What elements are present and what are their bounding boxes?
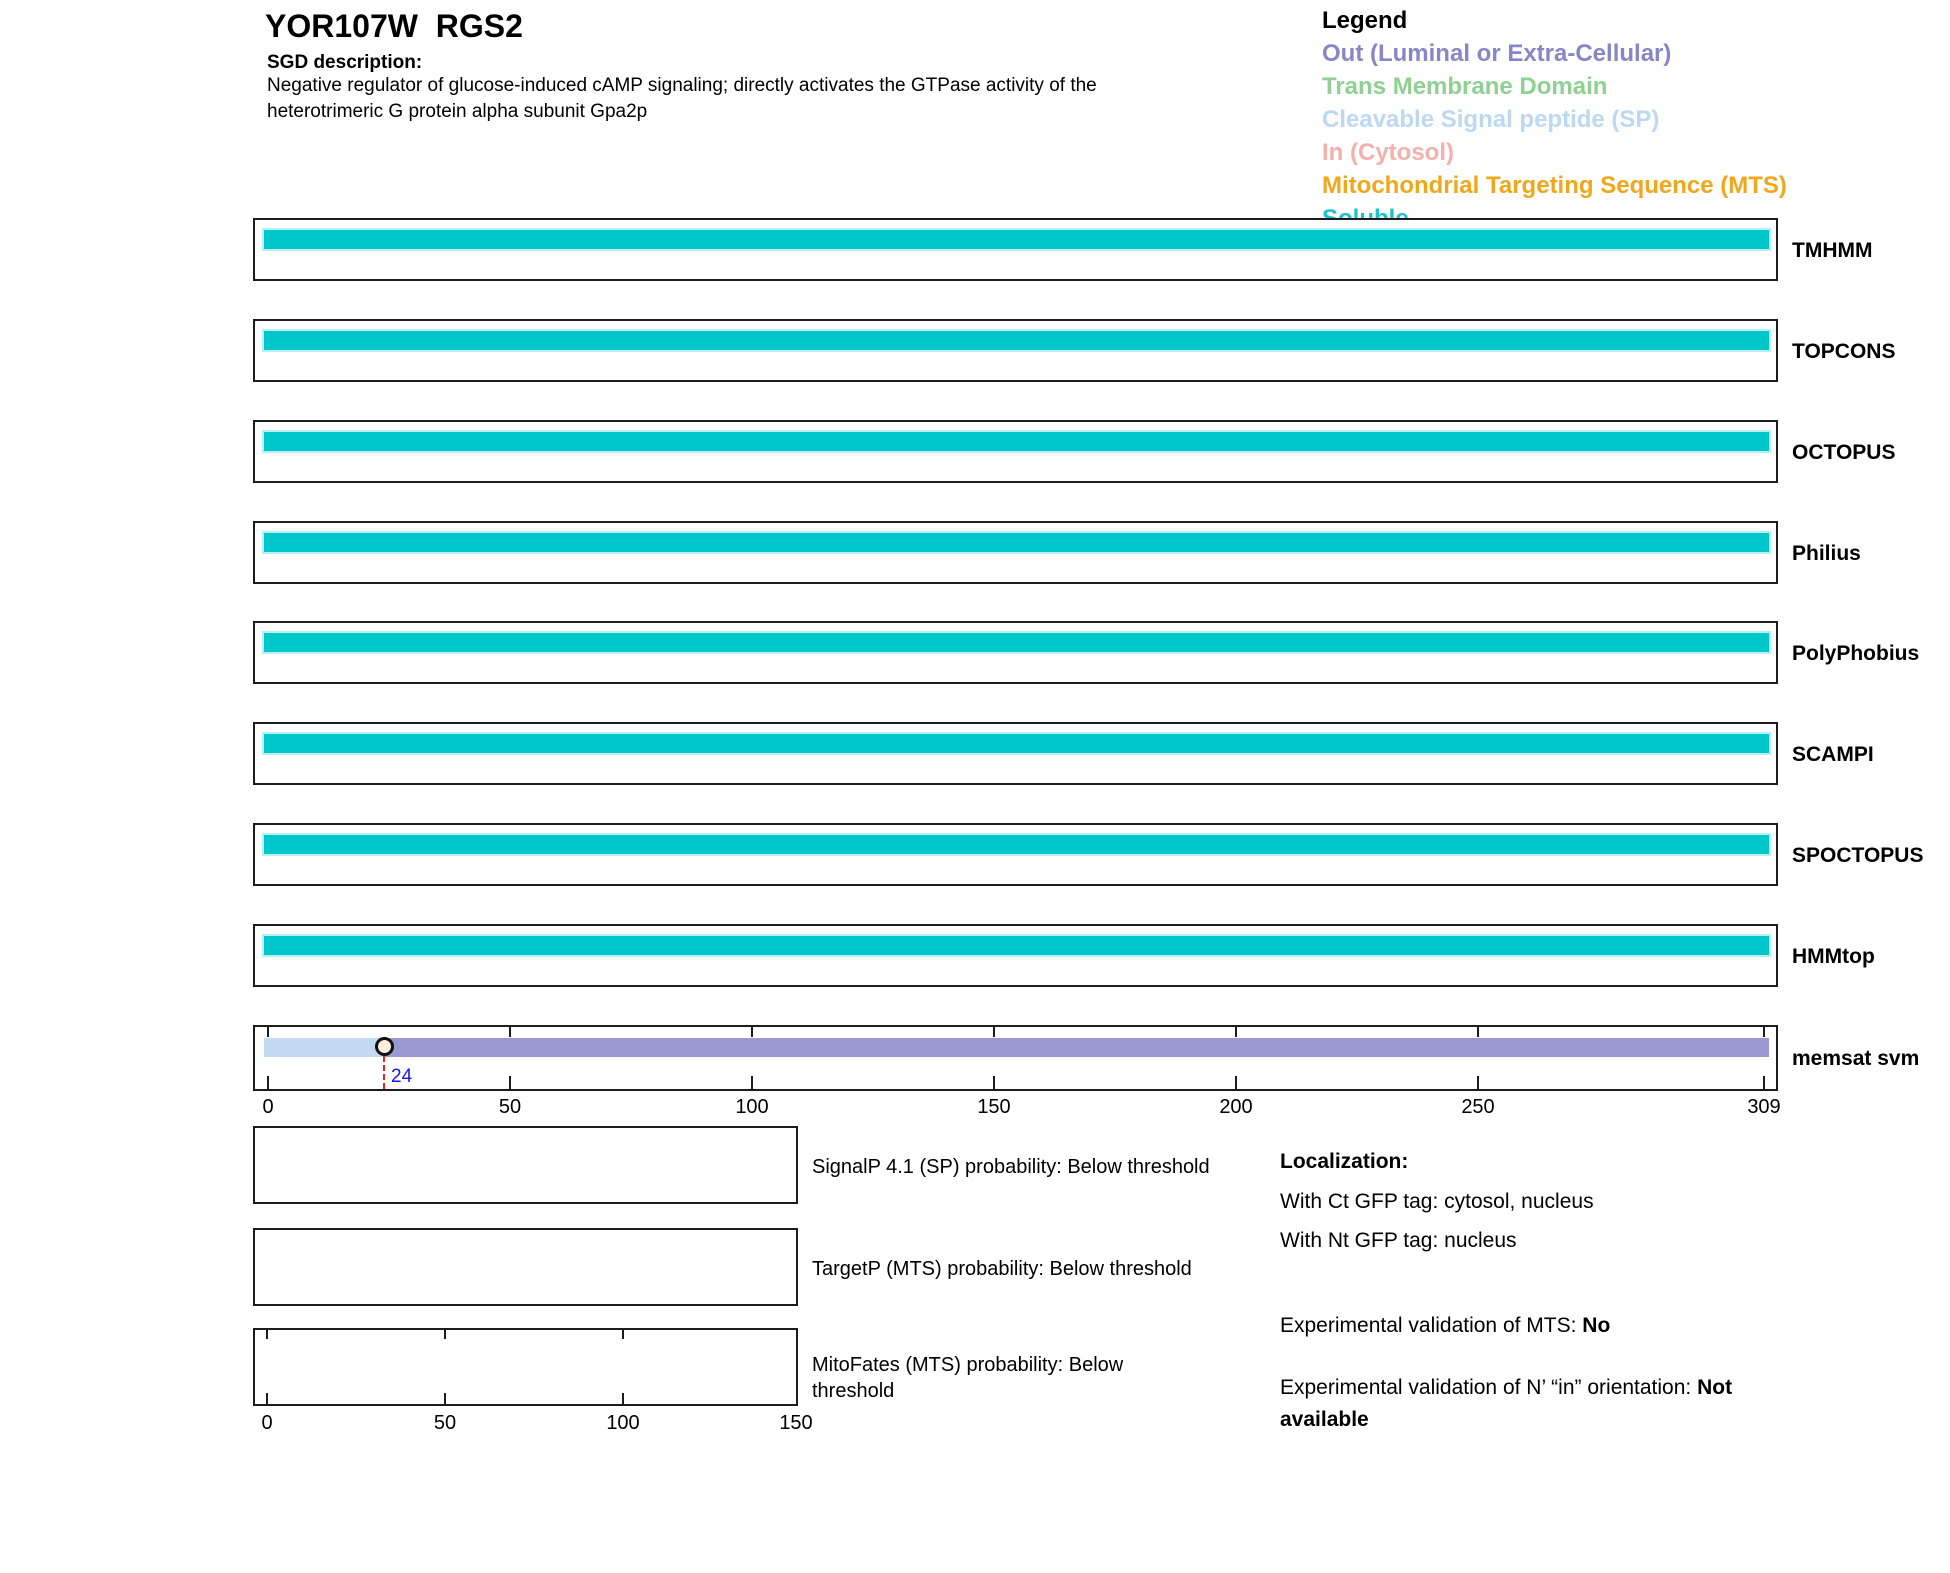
mitofates-axis (0, 1412, 900, 1436)
sgd-description-line1: Negative regulator of glucose-induced cAMP signaling; directly activates the GTPase activity of the (267, 75, 1097, 96)
page-title: YOR107W RGS2 (265, 8, 523, 44)
axis-label: 309 (1747, 1096, 1781, 1118)
nt-gfp-line: With Nt GFP tag: nucleus (1280, 1229, 1517, 1252)
track-box-polyphobius (253, 621, 1778, 684)
track-box-octopus (253, 420, 1778, 483)
soluble-bar (264, 936, 1769, 955)
mitofates-caption-line1: MitoFates (MTS) probability: Below (812, 1354, 1124, 1376)
axis-tick (1235, 1076, 1237, 1089)
axis-tick (266, 1393, 268, 1404)
soluble-bar (264, 533, 1769, 552)
localization-title: Localization: (1280, 1150, 1409, 1173)
axis-label: 100 (606, 1412, 640, 1434)
track-box-hmmtop (253, 924, 1778, 987)
axis-tick (993, 1027, 995, 1037)
axis-tick (444, 1393, 446, 1404)
axis-tick (444, 1330, 446, 1339)
soluble-bar (264, 734, 1769, 753)
axis-label: 50 (498, 1096, 522, 1118)
legend (1322, 4, 1787, 235)
soluble-bar (264, 230, 1769, 249)
axis-tick (509, 1027, 511, 1037)
axis-tick (1763, 1027, 1765, 1037)
axis-tick (751, 1027, 753, 1037)
legend-item-tmd: Trans Membrane Domain (1322, 73, 1608, 100)
track-label-spoctopus: SPOCTOPUS (1792, 844, 1924, 867)
legend-title: Legend (1322, 7, 1408, 34)
axis-tick (993, 1076, 995, 1089)
orientation-validation-value: Not available (1280, 1376, 1733, 1431)
axis-label: 100 (735, 1096, 769, 1118)
axis-tick (266, 1330, 268, 1339)
axis-label: 50 (433, 1412, 457, 1434)
sgd-description-text (267, 73, 1097, 125)
soluble-bar (264, 331, 1769, 350)
mitofates-plot-box (253, 1328, 798, 1406)
axis-label: 0 (261, 1412, 273, 1434)
track-label-philius: Philius (1792, 542, 1861, 565)
axis-label: 250 (1461, 1096, 1495, 1118)
legend-item-out: Out (Luminal or Extra-Cellular) (1322, 40, 1672, 67)
cleavage-site-line (383, 1056, 385, 1089)
axis-tick (622, 1393, 624, 1404)
track-box-memsat-svm (253, 1025, 1778, 1091)
track-label-polyphobius: PolyPhobius (1792, 642, 1920, 665)
axis-tick (751, 1076, 753, 1089)
axis-tick (1477, 1027, 1479, 1037)
legend-item-in: In (Cytosol) (1322, 139, 1454, 166)
axis-tick (1477, 1076, 1479, 1089)
track-label-topcons: TOPCONS (1792, 340, 1896, 363)
axis-tick (622, 1330, 624, 1339)
axis-label: 0 (262, 1096, 274, 1118)
track-label-tmhmm: TMHMM (1792, 239, 1873, 262)
orientation-validation-line (1280, 1372, 1755, 1436)
axis-label: 200 (1219, 1096, 1253, 1118)
orientation-validation-label: Experimental validation of N’ “in” orientation: (1280, 1376, 1698, 1399)
axis-tick (1235, 1027, 1237, 1037)
axis-label: 150 (977, 1096, 1011, 1118)
signalp-caption: SignalP 4.1 (SP) probability: Below threshold (812, 1156, 1210, 1178)
track-box-scampi (253, 722, 1778, 785)
sgd-description-line2: heterotrimeric G protein alpha subunit Gpa2p (267, 101, 648, 122)
track-label-scampi: SCAMPI (1792, 743, 1874, 766)
soluble-bar (264, 432, 1769, 451)
mitofates-caption-line2: threshold (812, 1380, 895, 1402)
axis-tick (509, 1076, 511, 1089)
axis-label: 150 (779, 1412, 813, 1434)
cleavage-site-value: 24 (391, 1066, 413, 1087)
mts-validation-value: No (1582, 1314, 1611, 1337)
targetp-caption: TargetP (MTS) probability: Below threshold (812, 1258, 1192, 1280)
track-box-tmhmm (253, 218, 1778, 281)
soluble-bar (264, 835, 1769, 854)
axis-tick (267, 1076, 269, 1089)
targetp-plot-box (253, 1228, 798, 1306)
sequence-axis (0, 1096, 1950, 1120)
track-label-memsat-svm: memsat svm (1792, 1047, 1920, 1070)
signalp-plot-box (253, 1126, 798, 1204)
track-box-philius (253, 521, 1778, 584)
track-label-octopus: OCTOPUS (1792, 441, 1896, 464)
cleavage-site-marker (375, 1037, 394, 1056)
track-box-topcons (253, 319, 1778, 382)
legend-item-mts: Mitochondrial Targeting Sequence (MTS) (1322, 172, 1787, 199)
legend-item-sp: Cleavable Signal peptide (SP) (1322, 106, 1660, 133)
soluble-bar (264, 633, 1769, 652)
out-segment (385, 1038, 1769, 1057)
mitofates-caption (812, 1352, 1123, 1404)
signal-peptide-segment (264, 1038, 385, 1057)
axis-tick (1763, 1076, 1765, 1089)
axis-tick (267, 1027, 269, 1037)
sgd-description-label: SGD description: (267, 52, 423, 73)
mts-validation-label: Experimental validation of MTS: (1280, 1314, 1583, 1337)
ct-gfp-line: With Ct GFP tag: cytosol, nucleus (1280, 1190, 1594, 1213)
track-label-hmmtop: HMMtop (1792, 945, 1875, 968)
mts-validation-line (1280, 1314, 1610, 1338)
track-box-spoctopus (253, 823, 1778, 886)
